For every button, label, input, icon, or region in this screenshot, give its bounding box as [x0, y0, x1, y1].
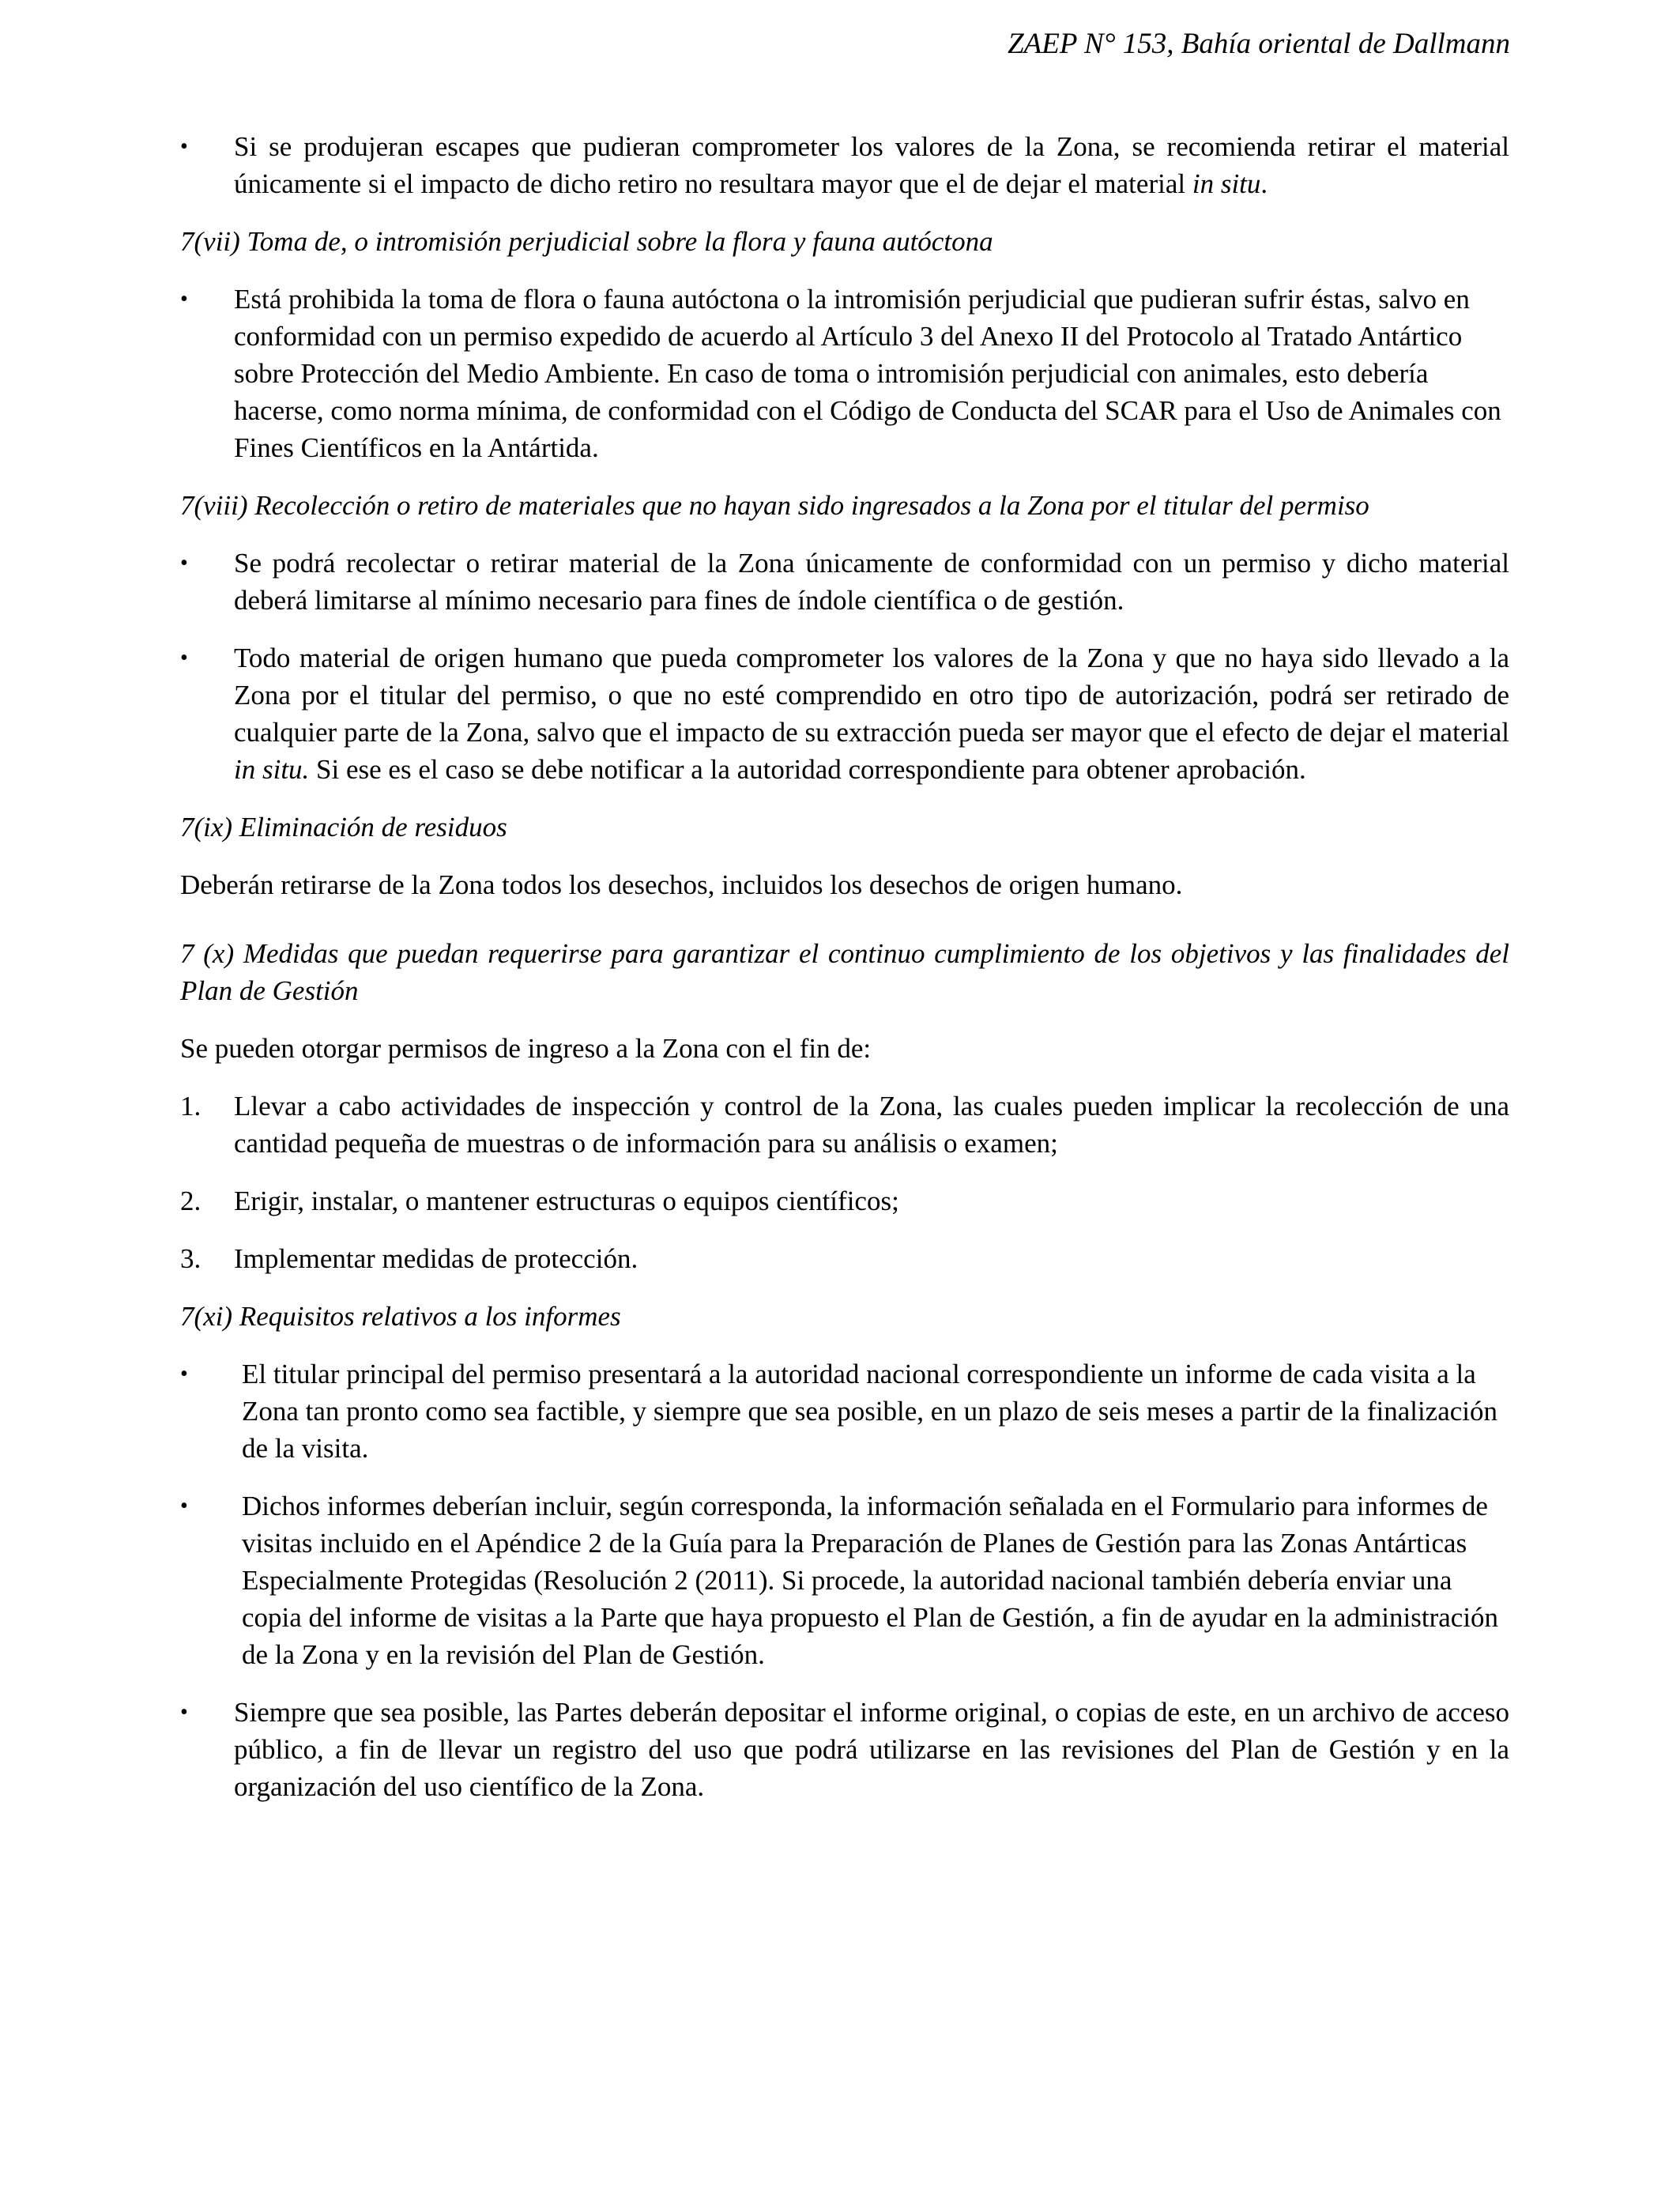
list-item: [180, 1355, 1509, 1467]
item-number: 3.: [180, 1243, 202, 1274]
list-item-text: Está prohibida la toma de flora o fauna autóctona o la intromisión perjudicial que pudieran sufrir éstas, salvo en conformidad con un permiso expedido de acuerdo al Artículo 3 del Anexo II del Protocolo al Tratado Antártico sobre Protección del Medio Ambiente. En caso de toma o intromisión perjudicial con animales, esto debería hacerse, como norma mínima, de conformidad con el Código de Conducta del SCAR para el Uso de Animales con Fines Científicos en la Antártida.: [234, 284, 1501, 463]
list-item-text: Se podrá recolectar o retirar material de la Zona únicamente de conformidad con un permiso y dicho material deberá limitarse al mínimo necesario para fines de índole científica o de gestión.: [234, 548, 1509, 616]
list-item: [180, 128, 1509, 202]
running-header: ZAEP N° 153, Bahía oriental de Dallmann: [1008, 28, 1510, 60]
list-item: [180, 1694, 1509, 1805]
list-item: [180, 281, 1509, 466]
bullet-icon: •: [180, 134, 188, 159]
numbered-item: [180, 1088, 1509, 1162]
section-7viii-bullets: [180, 545, 1509, 788]
list-item: [180, 545, 1509, 619]
italic-term: in situ.: [234, 754, 310, 785]
list-item-text: Dichos informes deberían incluir, según corresponda, la información señalada en el Formulario para informes de visitas incluido en el Apéndice 2 de la Guía para la Preparación de Planes de Gestión para las Zonas Antárticas Especialmente Protegidas (Resolución 2 (2011). Si procede, la autoridad nacional también debería enviar una copia del informe de visitas a la Parte que haya propuesto el Plan de Gestión, a fin de ayudar en la administración de la Zona y en la revisión del Plan de Gestión.: [242, 1491, 1499, 1670]
list-item-text: El titular principal del permiso presentará a la autoridad nacional correspondiente un informe de cada visita a la Zona tan pronto como sea factible, y siempre que sea posible, en un plazo de seis meses a partir de la finalización de la visita.: [242, 1359, 1498, 1464]
section-heading-7xi: 7(xi) Requisitos relativos a los informes: [180, 1301, 621, 1332]
numbered-item: [180, 1182, 1509, 1220]
intro-bullet-list: [180, 128, 1509, 202]
section-heading-7ix: 7(ix) Eliminación de residuos: [180, 812, 507, 843]
bullet-icon: •: [180, 646, 188, 670]
list-item: [180, 639, 1509, 788]
section-heading-7x: 7 (x) Medidas que puedan requerirse para garantizar el continuo cumplimiento de los objetivos y las finalidades del Plan de Gestión: [180, 938, 1509, 1006]
section-7ix-text: Deberán retirarse de la Zona todos los desechos, incluidos los desechos de origen humano.: [180, 869, 1183, 900]
list-item: [180, 1487, 1509, 1673]
section-7xi-bullets: [180, 1355, 1509, 1673]
bullet-icon: •: [180, 551, 188, 575]
italic-term: in situ: [1192, 168, 1261, 199]
page-content: [180, 128, 1509, 1826]
item-text: Erigir, instalar, o mantener estructuras o equipos científicos;: [234, 1186, 899, 1216]
numbered-item: [180, 1240, 1509, 1277]
section-7vii-bullets: [180, 281, 1509, 466]
list-item-text: Siempre que sea posible, las Partes deberán depositar el informe original, o copias de este, en un archivo de acceso público, a fin de llevar un registro del uso que podrá utilizarse en las revisiones del Plan de Gestión y en la organización del uso científico de la Zona.: [234, 1697, 1509, 1802]
bullet-icon: •: [180, 287, 188, 311]
item-number: 2.: [180, 1186, 202, 1216]
bullet-icon: •: [180, 1362, 188, 1386]
item-text: Implementar medidas de protección.: [234, 1243, 638, 1274]
bullet-icon: •: [180, 1700, 188, 1725]
bullet-icon: •: [180, 1494, 188, 1518]
item-text: Llevar a cabo actividades de inspección y control de la Zona, las cuales pueden implicar la recolección de una cantidad pequeña de muestras o de información para su análisis o examen;: [234, 1091, 1509, 1159]
section-7x-numbered-list: [180, 1088, 1509, 1277]
section-7x-intro: Se pueden otorgar permisos de ingreso a la Zona con el fin de:: [180, 1033, 872, 1064]
list-item-text: Todo material de origen humano que pueda comprometer los valores de la Zona y que no haya sido llevado a la Zona por el titular del permiso, o que no esté comprendido en otro tipo de autorización, podrá ser retirado de cualquier parte de la Zona, salvo que el impacto de su extracción pueda ser mayor que el efecto de dejar el material in situ. Si ese es el caso se debe notificar a la autoridad correspondiente para obtener aprobación.: [234, 643, 1509, 785]
item-number: 1.: [180, 1091, 202, 1122]
section-7xi-bullets-last: [180, 1694, 1509, 1805]
section-heading-7vii: 7(vii) Toma de, o intromisión perjudicial sobre la flora y fauna autóctona: [180, 226, 993, 257]
section-heading-7viii: 7(viii) Recolección o retiro de materiales que no hayan sido ingresados a la Zona por el titular del permiso: [180, 490, 1369, 521]
list-item-text: Si se produjeran escapes que pudieran comprometer los valores de la Zona, se recomienda retirar el material únicamente si el impacto de dicho retiro no resultara mayor que el de dejar el material in situ.: [234, 131, 1509, 199]
